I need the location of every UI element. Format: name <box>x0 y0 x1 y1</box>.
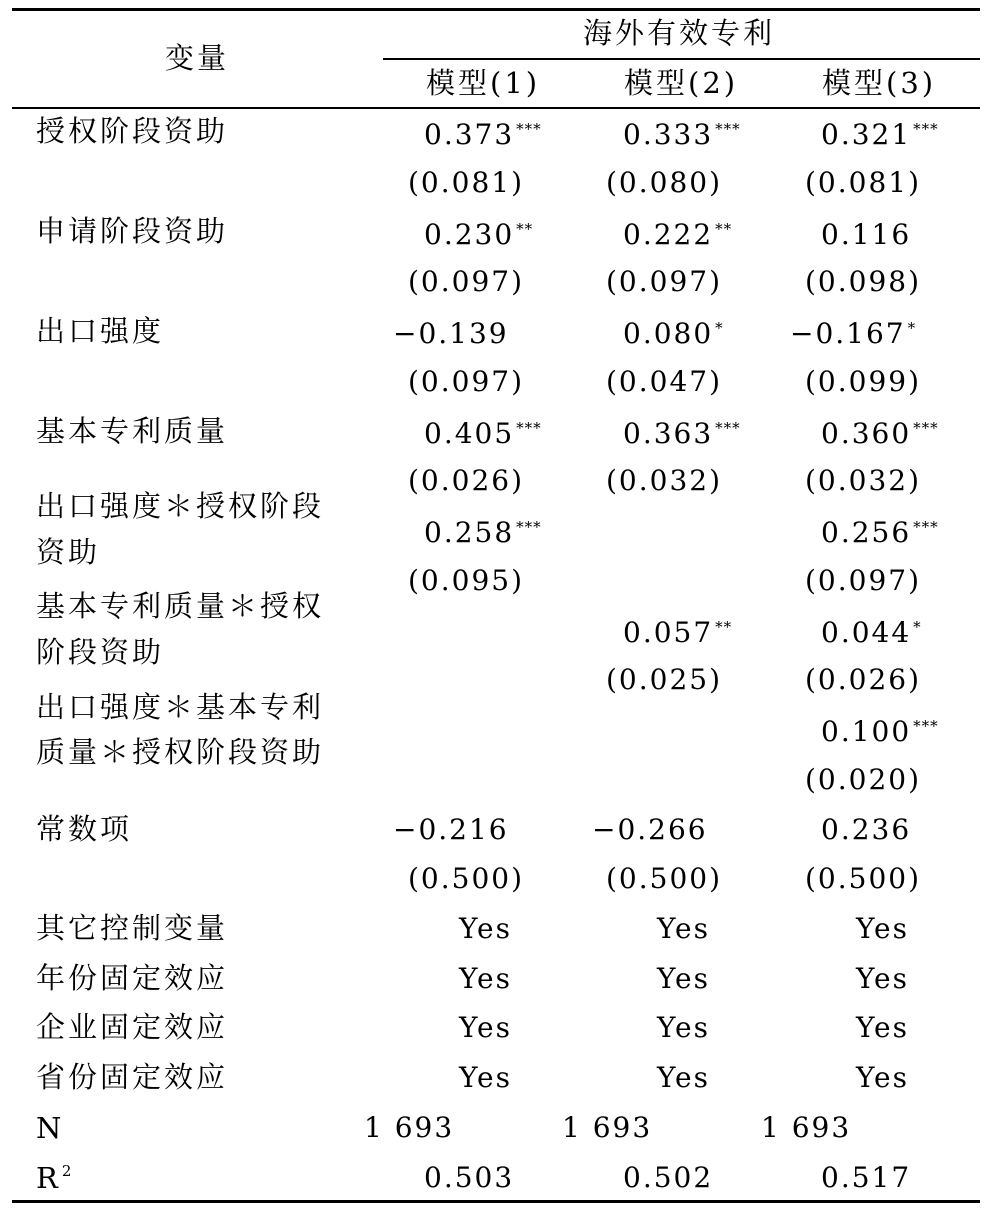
row-label-grant: 授权阶段资助 <box>36 114 229 148</box>
const-se-2: (0.500) <box>606 862 723 895</box>
firm-fe-3: Yes <box>856 1011 909 1044</box>
row-label-export-grant-2: 资助 <box>36 535 101 569</box>
quality-se-2: (0.032) <box>606 464 723 497</box>
apply-se-1: (0.097) <box>408 265 525 298</box>
r2-letter: R <box>36 1161 61 1195</box>
grant-se-2: (0.080) <box>606 166 723 199</box>
r2-2: 0.502 <box>623 1161 714 1194</box>
prov-fe-1: Yes <box>459 1061 512 1094</box>
controls-3: Yes <box>856 912 909 945</box>
apply-se-2: (0.097) <box>606 265 723 298</box>
quality-grant-coef-3: 0.044 * <box>821 616 922 649</box>
n-1: 1 693 <box>364 1111 455 1144</box>
quality-coef-2: 0.363 *** <box>623 417 741 450</box>
prov-fe-2: Yes <box>657 1061 710 1094</box>
apply-coef-1: 0.230 ** <box>424 218 534 251</box>
row-label-controls: 其它控制变量 <box>36 911 229 945</box>
export-coef-1: −0.139 <box>393 317 509 350</box>
header-group: 海外有效专利 <box>583 16 776 50</box>
row-label-export-grant-1: 出口强度＊授权阶段 <box>36 489 325 523</box>
quality-grant-se-2: (0.025) <box>606 663 723 696</box>
row-label-firm-fe: 企业固定效应 <box>36 1010 229 1044</box>
row-label-quality: 基本专利质量 <box>36 414 229 448</box>
grant-coef-3: 0.321 *** <box>821 118 939 151</box>
row-label-quality-grant-1: 基本专利质量＊授权 <box>36 589 325 623</box>
row-label-const: 常数项 <box>36 812 133 846</box>
export-coef-2: 0.080 * <box>623 317 724 350</box>
export-grant-coef-3: 0.256 *** <box>821 516 939 549</box>
n-2: 1 693 <box>562 1111 653 1144</box>
export-coef-3: −0.167 * <box>790 317 917 350</box>
controls-1: Yes <box>459 912 512 945</box>
export-quality-grant-se-3: (0.020) <box>805 763 922 796</box>
export-grant-coef-1: 0.258 *** <box>424 516 542 549</box>
r2-3: 0.517 <box>821 1161 912 1194</box>
header-model-2: 模型(2) <box>624 66 739 100</box>
export-se-1: (0.097) <box>408 365 525 398</box>
year-fe-2: Yes <box>657 962 710 995</box>
row-label-export-quality-grant-1: 出口强度＊基本专利 <box>36 690 325 724</box>
n-3: 1 693 <box>761 1111 852 1144</box>
top-rule <box>12 8 980 11</box>
header-model-1: 模型(1) <box>426 66 541 100</box>
quality-grant-coef-2: 0.057 ** <box>623 616 733 649</box>
export-se-3: (0.099) <box>805 365 922 398</box>
bottom-rule <box>12 1200 980 1203</box>
apply-coef-2: 0.222 ** <box>623 218 733 251</box>
group-rule <box>383 58 980 60</box>
prov-fe-3: Yes <box>856 1061 909 1094</box>
row-label-prov-fe: 省份固定效应 <box>36 1060 229 1094</box>
export-quality-grant-coef-3: 0.100 *** <box>821 715 939 748</box>
controls-2: Yes <box>657 912 710 945</box>
const-coef-3: 0.236 <box>821 813 912 846</box>
row-label-year-fe: 年份固定效应 <box>36 961 229 995</box>
export-se-2: (0.047) <box>606 365 723 398</box>
row-label-quality-grant-2: 阶段资助 <box>36 635 165 669</box>
r2-superscript: 2 <box>61 1162 75 1180</box>
grant-coef-1: 0.373 *** <box>424 118 542 151</box>
row-label-export: 出口强度 <box>36 314 165 348</box>
quality-se-1: (0.026) <box>408 464 525 497</box>
grant-coef-2: 0.333 *** <box>623 118 741 151</box>
row-label-n: N <box>36 1111 65 1145</box>
row-label-export-quality-grant-2: 质量＊授权阶段资助 <box>36 735 325 769</box>
const-coef-2: −0.266 <box>592 813 708 846</box>
header-rule <box>12 107 980 109</box>
quality-coef-1: 0.405 *** <box>424 417 542 450</box>
r2-1: 0.503 <box>424 1161 515 1194</box>
const-se-3: (0.500) <box>805 862 922 895</box>
row-label-r2 <box>36 1161 75 1195</box>
grant-se-1: (0.081) <box>408 166 525 199</box>
firm-fe-1: Yes <box>459 1011 512 1044</box>
quality-grant-se-3: (0.026) <box>805 663 922 696</box>
quality-se-3: (0.032) <box>805 464 922 497</box>
firm-fe-2: Yes <box>657 1011 710 1044</box>
header-variable: 变量 <box>165 41 230 75</box>
const-coef-1: −0.216 <box>393 813 509 846</box>
row-label-apply: 申请阶段资助 <box>36 214 229 248</box>
const-se-1: (0.500) <box>408 862 525 895</box>
apply-coef-3: 0.116 <box>821 218 912 251</box>
quality-coef-3: 0.360 *** <box>821 417 939 450</box>
year-fe-3: Yes <box>856 962 909 995</box>
header-model-3: 模型(3) <box>822 66 937 100</box>
year-fe-1: Yes <box>459 962 512 995</box>
apply-se-3: (0.098) <box>805 265 922 298</box>
grant-se-3: (0.081) <box>805 166 922 199</box>
export-grant-se-1: (0.095) <box>408 564 525 597</box>
export-grant-se-3: (0.097) <box>805 564 922 597</box>
